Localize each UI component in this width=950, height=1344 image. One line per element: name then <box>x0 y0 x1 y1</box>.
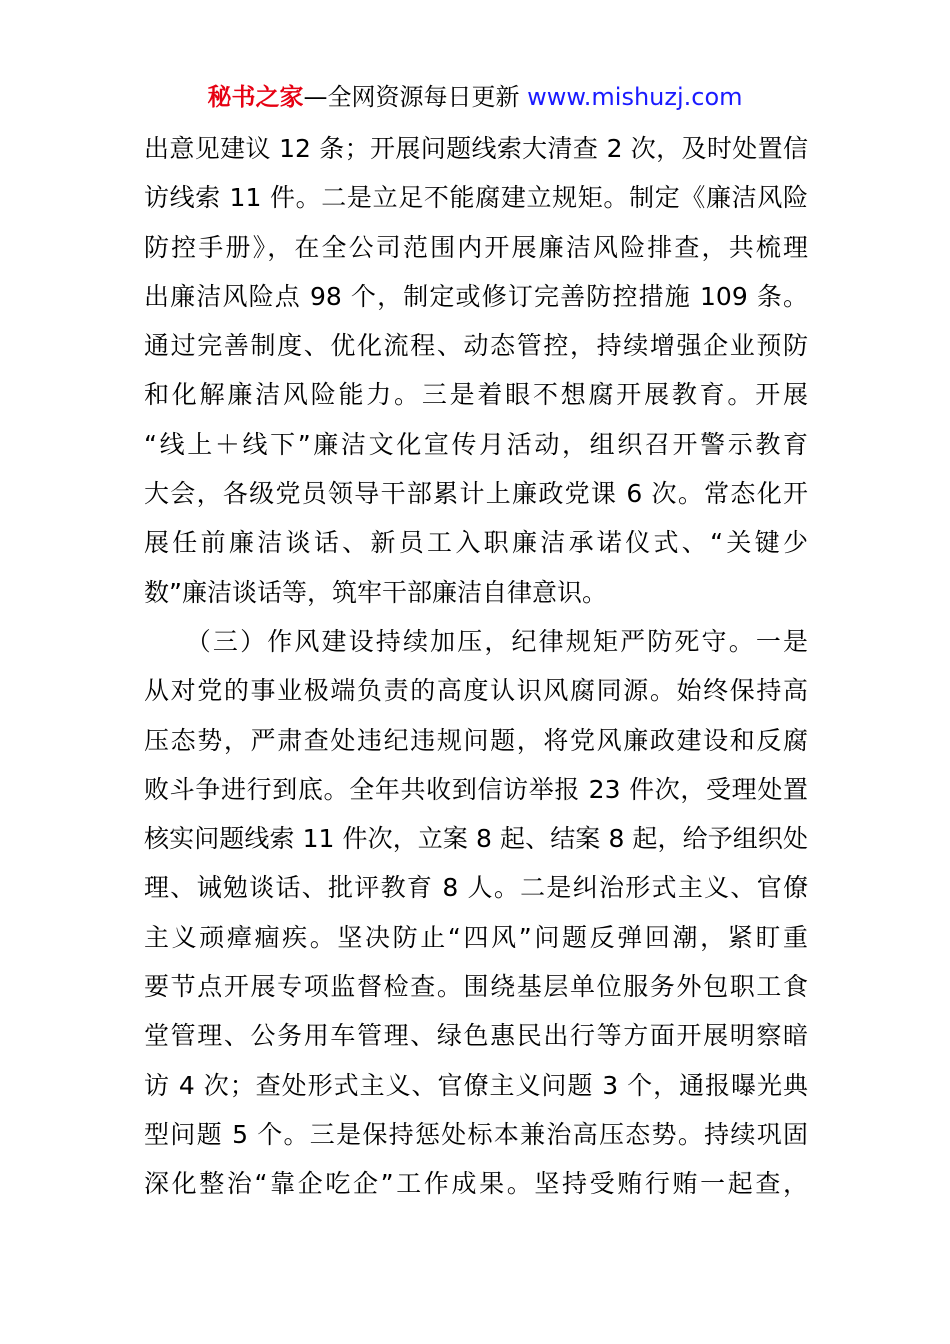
text-line: （三）作风建设持续加压，纪律规矩严防死守。一是 <box>144 626 808 656</box>
text-line: 访 4 次；查处形式主义、官僚主义问题 3 个，通报曝光典 <box>144 1070 808 1100</box>
text-line: 访线索 11 件。二是立足不能腐建立规矩。制定《廉洁风险 <box>144 183 808 213</box>
text-line: 数”廉洁谈话等，筑牢干部廉洁自律意识。 <box>144 577 607 607</box>
page-header <box>0 80 950 114</box>
text-line: 深化整治“靠企吃企”工作成果。坚持受贿行贿一起查， <box>144 1169 808 1199</box>
document-body <box>144 124 808 1209</box>
text-line: 压态势，严肃查处违纪违规问题，将党风廉政建设和反腐 <box>144 725 808 755</box>
text-line: 大会，各级党员领导干部累计上廉政党课 6 次。常态化开 <box>144 479 808 509</box>
text-line: 主义顽瘴痼疾。坚决防止“四风”问题反弹回潮，紧盯重 <box>144 922 808 952</box>
text-line: 型问题 5 个。三是保持惩处标本兼治高压态势。持续巩固 <box>144 1119 808 1149</box>
text-line: 堂管理、公务用车管理、绿色惠民出行等方面开展明察暗 <box>144 1021 808 1051</box>
text-line: 出廉洁风险点 98 个，制定或修订完善防控措施 109 条。 <box>144 281 808 311</box>
text-line: 防控手册》，在全公司范围内开展廉洁风险排查，共梳理 <box>144 232 808 262</box>
header-brand: 秘书之家 <box>207 83 304 111</box>
text-line: 从对党的事业极端负责的高度认识风腐同源。始终保持高 <box>144 676 808 706</box>
text-line: 出意见建议 12 条；开展问题线索大清查 2 次，及时处置信 <box>144 134 808 163</box>
text-line: 展任前廉洁谈话、新员工入职廉洁承诺仪式、“关键少 <box>144 528 808 558</box>
text-line: 败斗争进行到底。全年共收到信访举报 23 件次，受理处置 <box>144 774 808 804</box>
text-line: 核实问题线索 11 件次，立案 8 起、结案 8 起，给予组织处 <box>144 824 808 854</box>
text-line: 要节点开展专项监督检查。围绕基层单位服务外包职工食 <box>144 972 808 1002</box>
text-line: 通过完善制度、优化流程、动态管控，持续增强企业预防 <box>144 331 808 361</box>
text-line: 和化解廉洁风险能力。三是着眼不想腐开展教育。开展 <box>144 380 808 410</box>
header-slogan: —全网资源每日更新 <box>303 83 520 111</box>
header-url-link[interactable]: www.mishuzj.com <box>527 83 743 111</box>
text-line: 理、诫勉谈话、批评教育 8 人。二是纠治形式主义、官僚 <box>144 873 808 903</box>
text-line: “线上＋线下”廉洁文化宣传月活动，组织召开警示教育 <box>144 429 808 459</box>
